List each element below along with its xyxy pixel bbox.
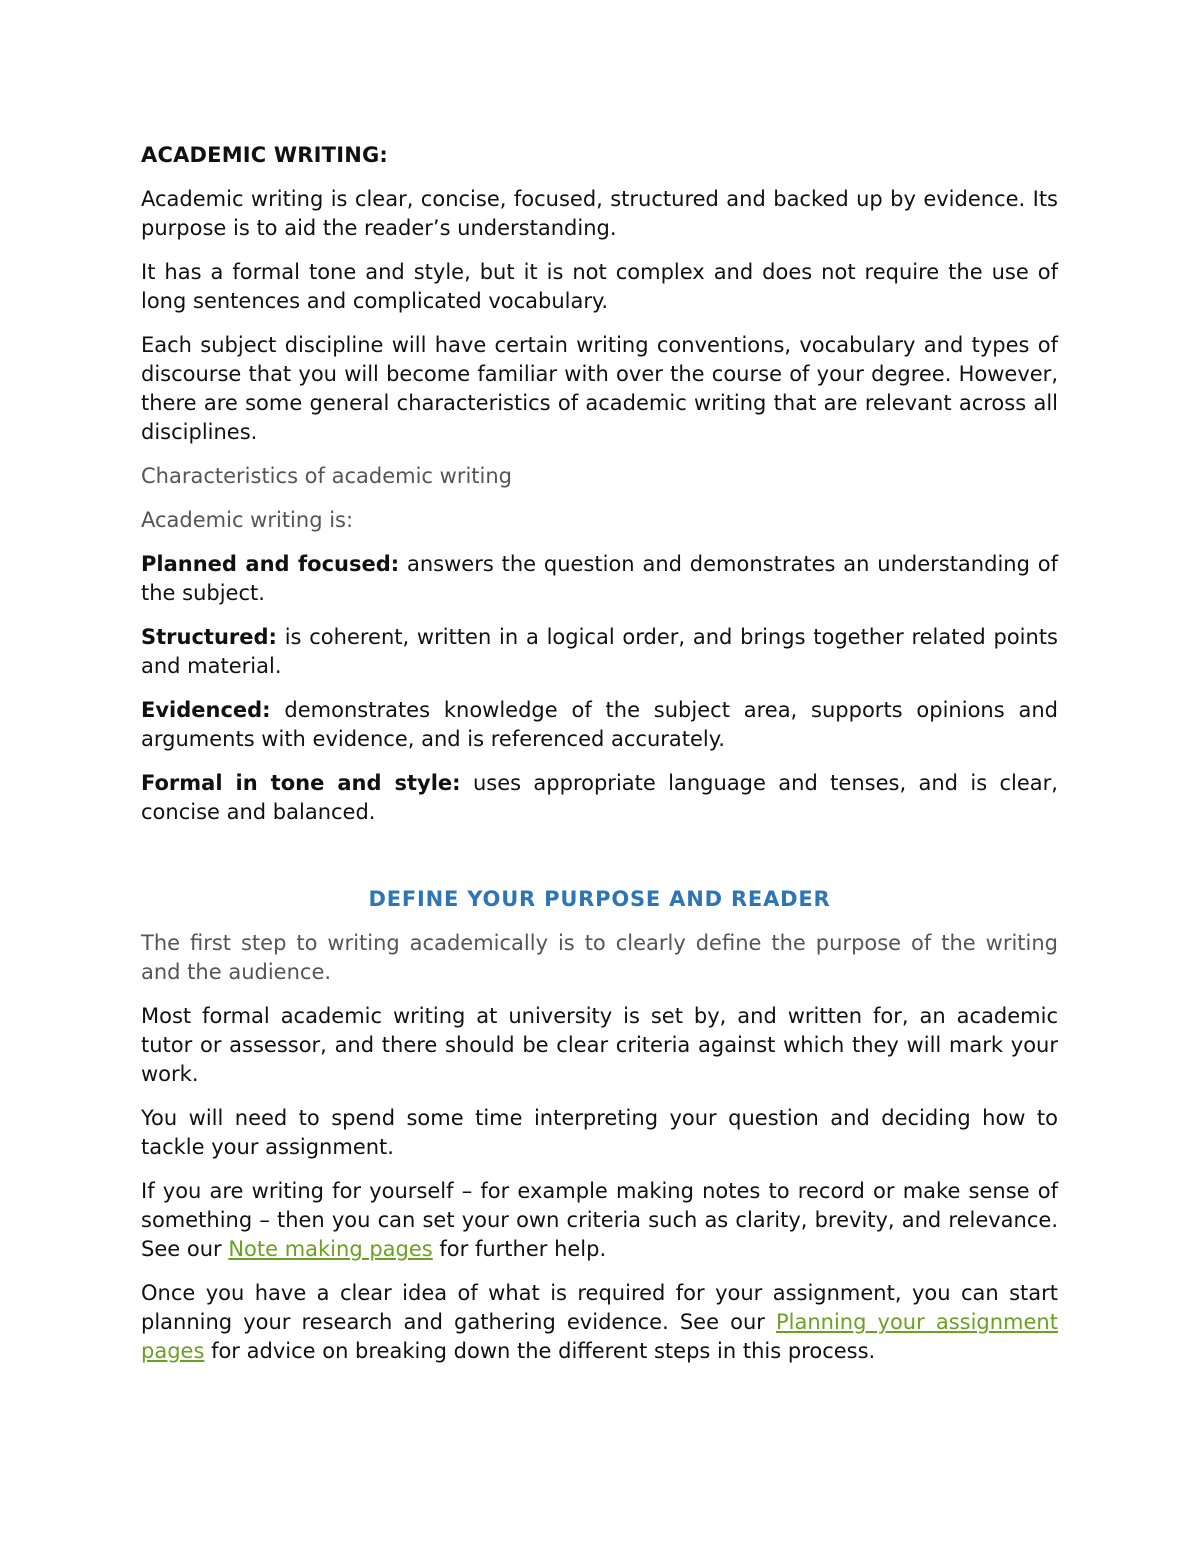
- section-paragraph-5: [141, 1279, 1058, 1366]
- paragraph-text: Once you have a clear idea of what is required for your assignment, you can start planning your research and gathering evidence. See our: [141, 1281, 1058, 1334]
- section-paragraph-4: [141, 1177, 1058, 1264]
- document-title: ACADEMIC WRITING:: [141, 143, 389, 167]
- characteristics-heading: Characteristics of academic writing: [141, 464, 512, 488]
- characteristic-structured: [141, 623, 1058, 681]
- characteristic-formal: [141, 769, 1058, 827]
- characteristic-term: Formal in tone and style:: [141, 771, 461, 795]
- paragraph-text: If you are writing for yourself – for example making notes to record or make sense of something – then you can set your own criteria such as clarity, brevity, and relevance. See our: [141, 1179, 1058, 1261]
- section-paragraph-2: Most formal academic writing at university is set by, and written for, an academic tutor or assessor, and there should be clear criteria against which they will mark your work.: [141, 1004, 1058, 1086]
- characteristic-evidenced: [141, 696, 1058, 754]
- characteristic-desc: is coherent, written in a logical order, and brings together related points and material.: [141, 625, 1058, 678]
- characteristic-desc: uses appropriate language and tenses, and is clear, concise and balanced.: [141, 771, 1058, 824]
- section-heading: DEFINE YOUR PURPOSE AND READER: [368, 887, 831, 911]
- characteristic-desc: answers the question and demonstrates an understanding of the subject.: [141, 552, 1058, 605]
- characteristic-term: Structured:: [141, 625, 277, 649]
- characteristic-term: Planned and focused:: [141, 552, 400, 576]
- section-paragraph-3: You will need to spend some time interpreting your question and deciding how to tackle your assignment.: [141, 1106, 1058, 1159]
- characteristic-term: Evidenced:: [141, 698, 271, 722]
- note-making-link[interactable]: Note making pages: [228, 1237, 433, 1261]
- document-page: [141, 141, 1058, 1381]
- characteristics-intro: Academic writing is:: [141, 508, 354, 532]
- intro-paragraph-3: Each subject discipline will have certain writing conventions, vocabulary and types of discourse that you will become familiar with over the course of your degree. However, there are some general characteristics of academic writing that are relevant across all disciplines.: [141, 333, 1058, 444]
- section-paragraph-1: The first step to writing academically is to clearly define the purpose of the writing and the audience.: [141, 931, 1058, 984]
- paragraph-text: for advice on breaking down the different steps in this process.: [204, 1339, 876, 1363]
- intro-paragraph-1: Academic writing is clear, concise, focused, structured and backed up by evidence. Its purpose is to aid the reader’s understanding.: [141, 187, 1058, 240]
- characteristic-planned: [141, 550, 1058, 608]
- paragraph-text: for further help.: [432, 1237, 607, 1261]
- characteristic-desc: demonstrates knowledge of the subject area, supports opinions and arguments with evidence, and is referenced accurately.: [141, 698, 1058, 751]
- planning-assignment-link[interactable]: Planning your assignment pages: [141, 1310, 1058, 1363]
- intro-paragraph-2: It has a formal tone and style, but it is not complex and does not require the use of long sentences and complicated vocabulary.: [141, 260, 1058, 313]
